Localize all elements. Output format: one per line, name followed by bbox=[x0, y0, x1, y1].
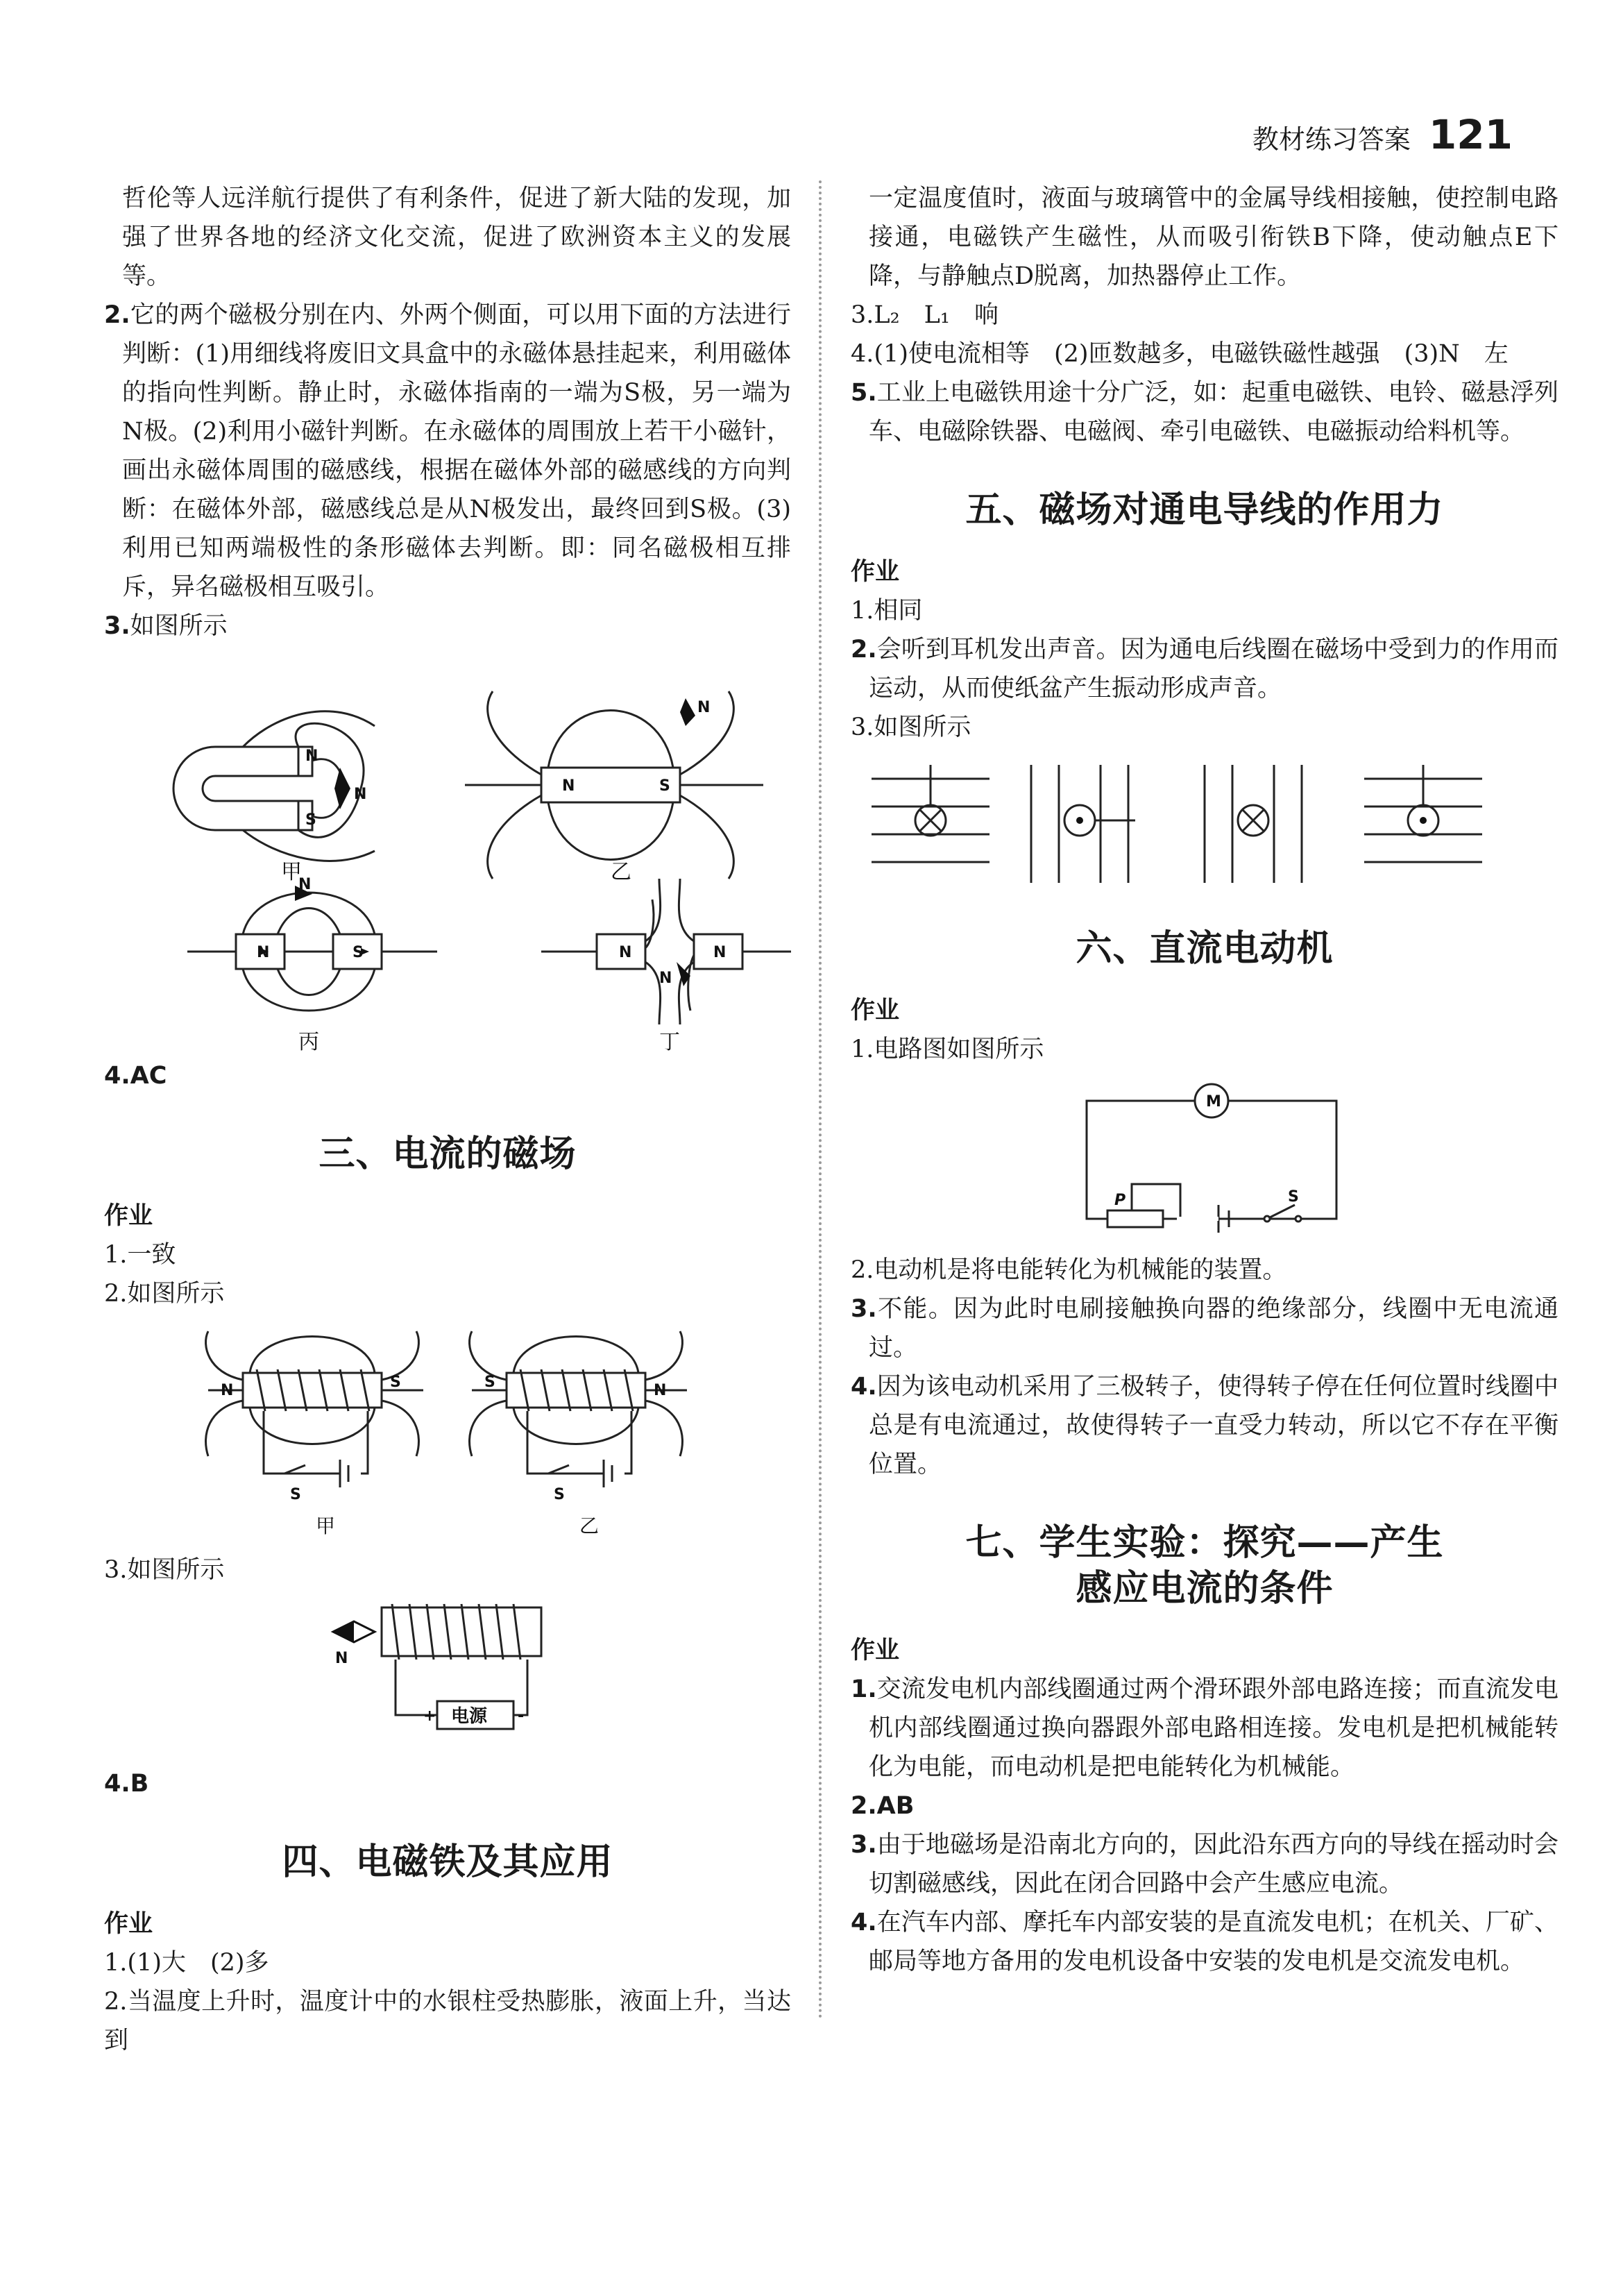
s5-answer-1: 1.相同 bbox=[851, 597, 923, 625]
pole-label: N bbox=[221, 1382, 234, 1399]
homework-label: 作业 bbox=[851, 1637, 900, 1664]
s6-answer-2: 2.电动机是将电能转化为机械能的装置。 bbox=[851, 1256, 1287, 1284]
answer-text: 会听到耳机发出声音。因为通电后线圈在磁场中受到力的作用而运动，从而使纸盆产生振动形成声音。 bbox=[869, 636, 1558, 702]
pole-label: N bbox=[298, 876, 312, 893]
force-on-wire-figure bbox=[851, 751, 1558, 890]
answer-number: 2. bbox=[851, 636, 877, 664]
answer-2 bbox=[104, 296, 791, 607]
pole-label: N bbox=[354, 786, 367, 803]
answer-number: 3. bbox=[851, 1295, 877, 1323]
figure-caption: 丁 bbox=[659, 1030, 680, 1052]
s3-answer-4 bbox=[104, 1764, 791, 1803]
left-column bbox=[104, 179, 791, 2060]
motor-circuit-figure bbox=[851, 1073, 1558, 1247]
continued-paragraph: 哲伦等人远洋航行提供了有利条件，促进了新大陆的发现，加强了世界各地的经济文化交流，促进了欧洲资本主义的发展等。 bbox=[122, 185, 791, 290]
answer-text: 交流发电机内部线圈通过两个滑环跟外部电路连接；而直流发电机内部线圈通过换向器跟外部电路相连接。发电机是把机械能转化为电能，而电动机是把电能转化为机械能。 bbox=[869, 1675, 1558, 1781]
figure-caption: 乙 bbox=[611, 860, 631, 884]
s6-answer-3 bbox=[851, 1290, 1558, 1367]
s6-answer-1: 1.电路图如图所示 bbox=[851, 1036, 1044, 1063]
pole-label: S bbox=[390, 1374, 401, 1391]
magnet-field-figure bbox=[104, 650, 791, 1052]
s3-answer-3: 3.如图所示 bbox=[104, 1556, 225, 1584]
section-title-6: 六、直流电动机 bbox=[1076, 928, 1334, 970]
answer-text: 在汽车内部、摩托车内部安装的是直流发电机；在机关、厂矿、邮局等地方备用的发电机设备中安装的发电机是交流发电机。 bbox=[869, 1909, 1558, 1975]
s7-answer-1 bbox=[851, 1670, 1558, 1787]
pole-label: N bbox=[713, 944, 727, 961]
figure-caption: 甲 bbox=[316, 1514, 336, 1537]
s3-answer-1: 1.一致 bbox=[104, 1241, 176, 1269]
pole-label: N bbox=[305, 748, 318, 765]
homework-label: 作业 bbox=[104, 1910, 153, 1938]
s3-answer-2: 2.如图所示 bbox=[104, 1280, 225, 1308]
section-title-4: 四、电磁铁及其应用 bbox=[282, 1841, 613, 1883]
pole-label: N bbox=[257, 944, 270, 961]
rheostat-label: P bbox=[1114, 1192, 1126, 1209]
answer-text: 4.AC bbox=[104, 1062, 167, 1090]
answer-3 bbox=[104, 607, 791, 645]
answer-number: 5. bbox=[851, 379, 877, 407]
pole-label: N bbox=[562, 777, 575, 795]
answer-text: 由于地磁场是沿南北方向的，因此沿东西方向的导线在摇动时会切割磁感线，因此在闭合回路中会产生感应电流。 bbox=[869, 1831, 1558, 1898]
switch-label: S bbox=[554, 1486, 565, 1503]
s7-answer-4 bbox=[851, 1903, 1558, 1981]
motor-label: M bbox=[1206, 1093, 1221, 1111]
answer-number: 2. bbox=[104, 301, 130, 329]
pole-label: S bbox=[484, 1374, 495, 1391]
homework-label: 作业 bbox=[851, 558, 900, 586]
s6-answer-4 bbox=[851, 1367, 1558, 1484]
minus-sign: - bbox=[518, 1707, 525, 1725]
answer-number: 4. bbox=[851, 1373, 877, 1401]
plus-sign: + bbox=[423, 1707, 436, 1725]
pole-label: S bbox=[659, 777, 670, 795]
s5-answer-2 bbox=[851, 630, 1558, 708]
answer-text: 如图所示 bbox=[130, 612, 228, 640]
pole-label: S bbox=[352, 944, 364, 961]
right-column bbox=[851, 179, 1558, 1981]
pole-label: S bbox=[305, 811, 316, 829]
page-header bbox=[1252, 111, 1513, 158]
coil-figure bbox=[104, 1594, 791, 1760]
figure-caption: 丙 bbox=[298, 1030, 319, 1052]
section-title-7: 七、学生实验：探究——产生 bbox=[965, 1522, 1444, 1564]
answer-text: 工业上电磁铁用途十分广泛，如：起重电磁铁、电铃、磁悬浮列车、电磁除铁器、电磁阀、牵引电磁铁、电磁振动给料机等。 bbox=[869, 379, 1558, 446]
s4-answer-1: 1.(1)大 (2)多 bbox=[104, 1949, 269, 1977]
page-number: 121 bbox=[1428, 111, 1513, 158]
s7-answer-2 bbox=[851, 1787, 1558, 1825]
answer-text: 2.AB bbox=[851, 1792, 915, 1820]
answer-number: 3. bbox=[851, 1831, 877, 1859]
answer-4 bbox=[104, 1056, 791, 1095]
answer-number: 3. bbox=[104, 612, 130, 640]
power-source-label: 电源 bbox=[451, 1706, 488, 1727]
s4-answer-4: 4.(1)使电流相等 (2)匝数越多，电磁铁磁性越强 (3)N 左 bbox=[851, 340, 1509, 368]
answer-number: 1. bbox=[851, 1675, 877, 1703]
s4-answer-3: 3.L₂ L₁ 响 bbox=[851, 301, 999, 329]
pole-label: N bbox=[654, 1382, 667, 1399]
pole-label: N bbox=[335, 1650, 348, 1667]
column-divider bbox=[819, 180, 822, 2020]
answer-text: 不能。因为此时电刷接触换向器的绝缘部分，线圈中无电流通过。 bbox=[869, 1295, 1558, 1362]
answer-text: 因为该电动机采用了三极转子，使得转子停在任何位置时线圈中总是有电流通过，故使得转子一直受力转动，所以它不存在平衡位置。 bbox=[869, 1373, 1558, 1478]
switch-label: S bbox=[290, 1486, 301, 1503]
switch-label: S bbox=[1288, 1188, 1299, 1206]
figure-caption: 乙 bbox=[579, 1514, 600, 1537]
solenoid-figure bbox=[104, 1317, 791, 1546]
section-title-3: 三、电流的磁场 bbox=[318, 1133, 577, 1175]
pole-label: N bbox=[659, 970, 672, 987]
answer-text: 它的两个磁极分别在内、外两个侧面，可以用下面的方法进行判断：(1)用细线将废旧文具盒中的永磁体悬挂起来，利用磁体的指向性判断。静止时，永磁体指南的一端为S极，另一端为N极。(2)利用小磁针判断。在永磁体的周围放上若干小磁针，画出永磁体周围的磁感线，根据在磁体外部的磁感线的方向判断：在磁体外部，磁感线总是从N极发出，最终回到S极。(3)利用已知两端极性的条形磁体去判断。即：同名磁极相互排斥，异名磁极相互吸引。 bbox=[122, 301, 791, 601]
s4-answer-5 bbox=[851, 373, 1558, 451]
pole-label: N bbox=[697, 699, 711, 716]
answer-number: 4. bbox=[851, 1909, 877, 1936]
continued-paragraph: 一定温度值时，液面与玻璃管中的金属导线相接触，使控制电路接通，电磁铁产生磁性，从而吸引衔铁B下降，使动触点E下降，与静触点D脱离，加热器停止工作。 bbox=[869, 185, 1558, 290]
s4-answer-2: 2.当温度上升时，温度计中的水银柱受热膨胀，液面上升，当达到 bbox=[104, 1988, 791, 2054]
s7-answer-3 bbox=[851, 1825, 1558, 1903]
figure-caption: 甲 bbox=[281, 860, 302, 884]
section-title-5: 五、磁场对通电导线的作用力 bbox=[965, 489, 1444, 531]
homework-label: 作业 bbox=[851, 997, 900, 1024]
answer-text: 4.B bbox=[104, 1770, 149, 1798]
header-title: 教材练习答案 bbox=[1252, 124, 1411, 155]
s5-answer-3: 3.如图所示 bbox=[851, 714, 971, 741]
homework-label: 作业 bbox=[104, 1202, 153, 1230]
pole-label: N bbox=[619, 944, 632, 961]
section-title-7-line2: 感应电流的条件 bbox=[1076, 1568, 1334, 1610]
